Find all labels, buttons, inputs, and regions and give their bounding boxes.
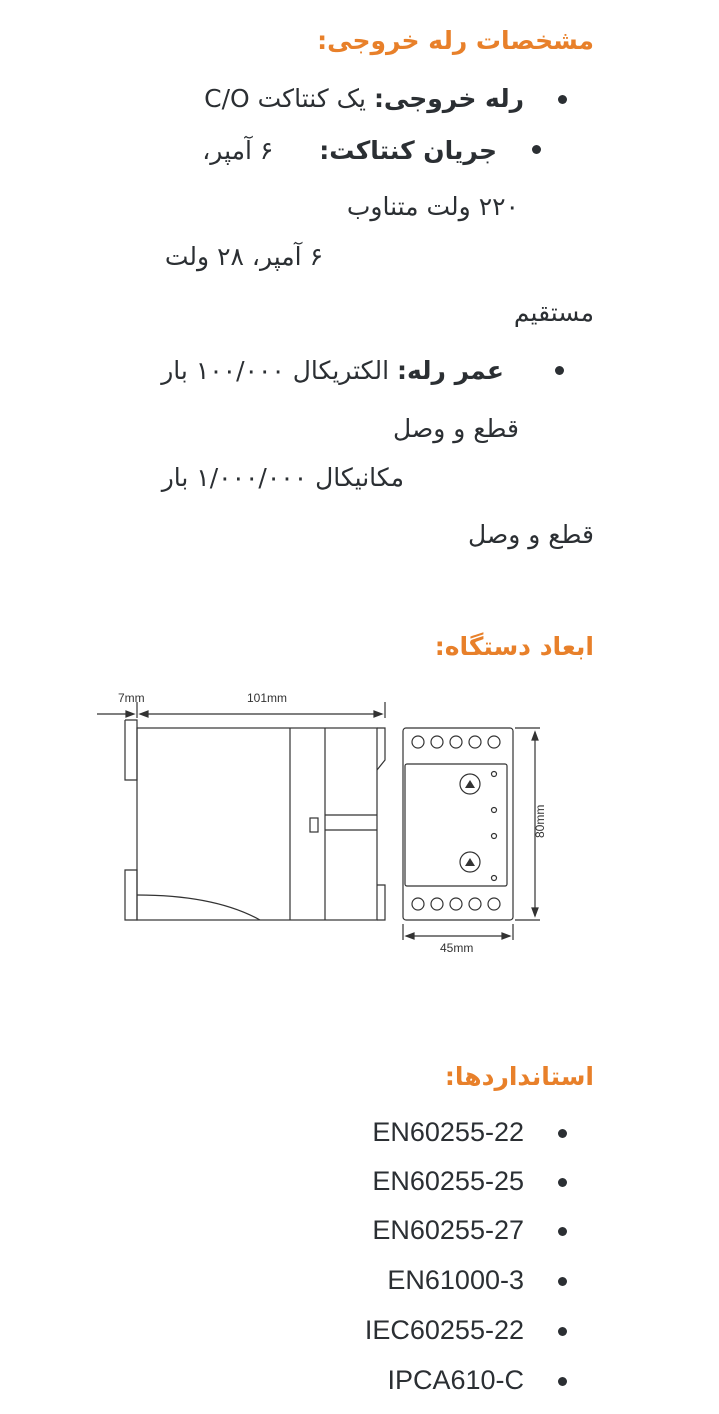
dimensions-heading: ابعاد دستگاه: xyxy=(434,632,594,661)
standard-item: EN60255-22 xyxy=(372,1117,524,1147)
contact-current-value-2: ۲۲۰ ولت متناوب xyxy=(346,192,519,221)
relay-life-value-2: قطع و وصل xyxy=(393,414,519,443)
contact-current-value-1: ۶ آمپر، xyxy=(202,136,274,165)
contact-current-line xyxy=(202,138,497,163)
bullet xyxy=(532,145,541,154)
standard-item: EN60255-25 xyxy=(372,1166,524,1196)
bullet xyxy=(558,1277,567,1286)
relay-type-line xyxy=(204,86,524,111)
standard-item: EN61000-3 xyxy=(387,1265,524,1295)
standard-item: IPCA610-C xyxy=(387,1365,524,1395)
bullet xyxy=(558,1377,567,1386)
dim-101mm-label: 101mm xyxy=(247,691,288,705)
relay-type-value: یک کنتاکت C/O xyxy=(204,84,366,113)
standard-item: EN60255-27 xyxy=(372,1215,524,1245)
dim-45mm-label: 45mm xyxy=(440,941,474,955)
bullet xyxy=(558,1327,567,1336)
contact-current-value-4: مستقیم xyxy=(513,298,594,327)
bullet xyxy=(555,366,564,375)
side-body xyxy=(137,728,377,920)
standard-item: IEC60255-22 xyxy=(364,1315,524,1345)
bullet xyxy=(558,95,567,104)
relay-life-label: عمر رله: xyxy=(396,356,504,385)
side-clip-top xyxy=(125,720,137,780)
contact-current-value-3: ۶ آمپر، ۲۸ ولت xyxy=(164,242,323,271)
relay-life-value-3: مکانیکال ۱/۰۰۰/۰۰۰ بار xyxy=(161,463,404,492)
bullet xyxy=(558,1227,567,1236)
relay-type-label: رله خروجی: xyxy=(373,84,524,113)
relay-life-value-4: قطع و وصل xyxy=(468,520,594,549)
dim-7mm-label: 7mm xyxy=(118,691,145,705)
relay-life-value-1: الکتریکال ۱۰۰/۰۰۰ بار xyxy=(161,356,390,385)
bullet xyxy=(558,1129,567,1138)
side-clip-bottom xyxy=(125,870,137,920)
dim-80mm-label: 80mm xyxy=(533,804,547,838)
relay-life-line xyxy=(161,358,504,383)
output-relay-heading: مشخصات رله خروجی: xyxy=(317,26,594,55)
dimension-diagram xyxy=(85,680,565,960)
bullet xyxy=(558,1178,567,1187)
contact-current-label: جریان کنتاکت: xyxy=(319,136,497,165)
standards-heading: استانداردها: xyxy=(444,1062,594,1091)
